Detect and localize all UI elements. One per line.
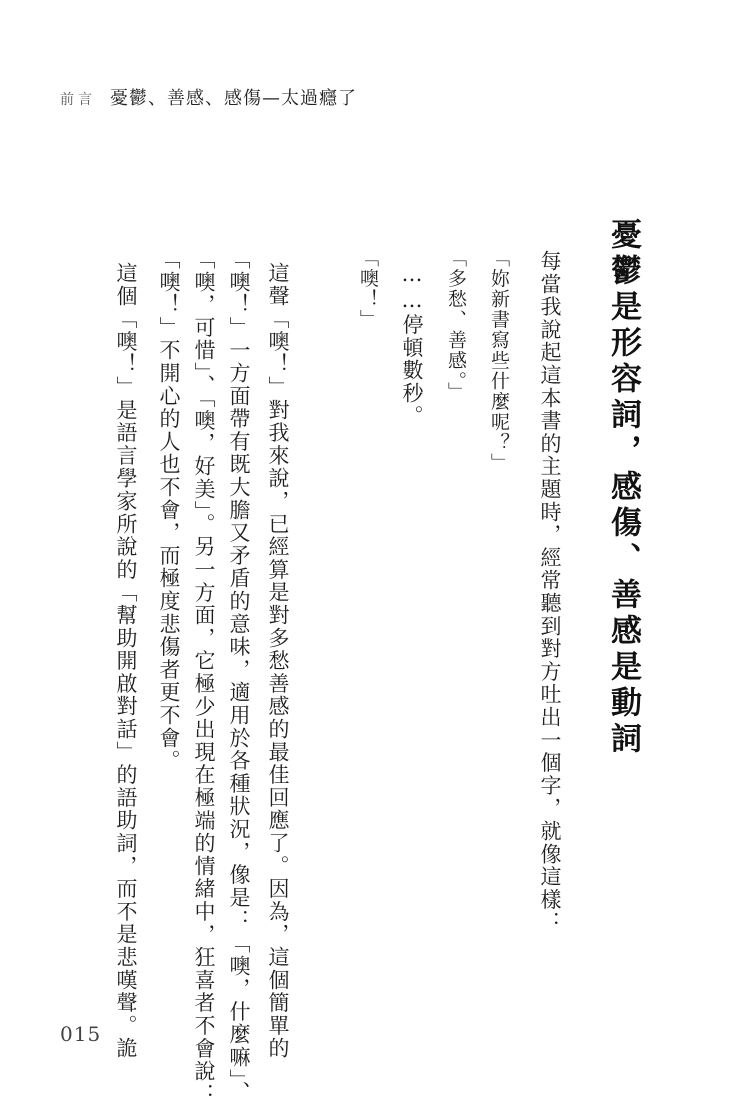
paragraph-next: 這個「噢！」是語言學家所說的「幫助開啟對話」的語助詞，而不是悲嘆聲。詭 (114, 262, 138, 1060)
paragraph-intro: 每當我說起這本書的主題時，經常聽到對方吐出一個字，就像這樣： (538, 250, 562, 934)
running-head-title: 憂鬱、善感、感傷—太過癮了 (110, 88, 357, 109)
running-head-section: 前言 (60, 92, 96, 108)
quote-answer: 「多愁、善感。」 (445, 248, 467, 403)
pause-line: ……停頓數秒。 (400, 262, 424, 428)
quote-question: 「妳新書寫些什麼呢？」 (488, 248, 510, 474)
paragraph-line-4: 「噢！」不開心的人也不會，而極度悲傷者更不會。 (157, 248, 181, 773)
page-number: 015 (60, 1022, 102, 1046)
paragraph-line-2: 「噢！」一方面帶有既大膽又矛盾的意味，適用於各種狀況，像是：「噢，什麼嘛」、 (227, 248, 251, 1104)
running-head (60, 84, 357, 110)
paragraph-line-3: 「噢，可惜」、「噢，好美」。另一方面，它極少出現在極端的情緒中，狂喜者不會說： (192, 248, 216, 1106)
paragraph-line-1: 這聲「噢！」對我來說，已經算是對多愁善感的最佳回應了。因為，這個簡單的 (266, 262, 290, 1060)
quote-exclamation: 「噢！」 (357, 248, 379, 330)
section-heading: 憂鬱是形容詞，感傷、善感是動詞 (605, 218, 641, 758)
